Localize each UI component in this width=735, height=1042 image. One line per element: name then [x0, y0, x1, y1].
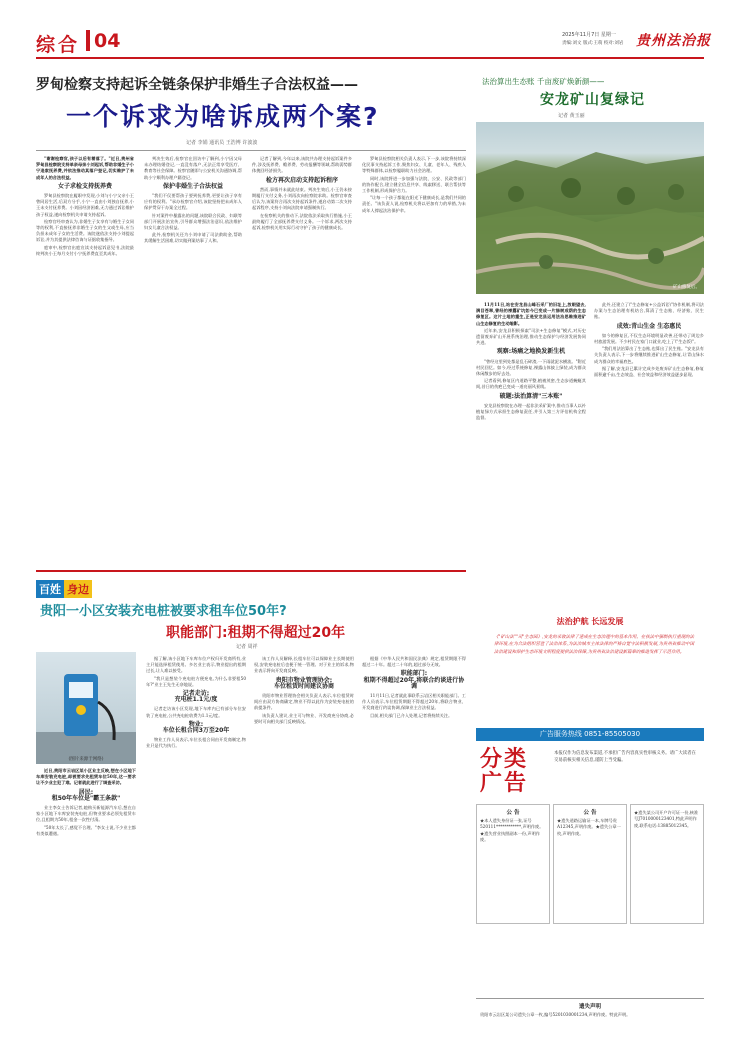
right-para: 此外,还建立了\"生态修复+公益诉讼\"协作机制,将司法办案与生态治理有机结合,算清了生态账、经济账、民生账。: [594, 302, 704, 320]
baixing-section: [36, 570, 466, 1030]
baixing-subhead-3-text: 车位长租合同3万至20年: [162, 727, 230, 735]
lead-para: 针对案件中暴露出的问题,该院联合民政、妇联等部门开展法治宣传,引导群众增强法治意识,依法维护妇女儿童合法权益。: [144, 212, 242, 231]
right-intro: 11月11日,站在安龙县山峰石采厂的旧址上,放眼望去,满目苍翠,曾经的裸露矿坑如今已变成一片绿树成荫的生态修复区。这片土地的重生,正是安龙县运用法治思维推进矿山生态修复的生动缩影。: [476, 302, 586, 326]
baixing-intro: 近日,贵阳市云岩区某小区业主反映,想在小区地下车库安装充电桩,却被要求先租赁车位50年,这一要求让不少业主犯了难。记者就此进行了调查采访。: [36, 768, 136, 786]
baixing-subhead-2: [146, 691, 246, 703]
ad-box-1: [476, 804, 550, 924]
ad-box-2-title: 公 告: [583, 810, 597, 816]
ad-box-1-title: 公 告: [506, 810, 520, 816]
lead-kicker: 罗甸检察支持起诉全链条保护非婚生子合法权益——: [36, 77, 358, 93]
baixing-para: 记者走访该小区发现,地下车库内已有部分车位安装了充电桩,公共充电桩收费为1.1元/度。: [146, 706, 246, 718]
lead-para: 此外,检察机关还为小刘申请了司法救助金,帮助其缓解生活困难,切实做到案结事了人和。: [144, 232, 242, 244]
right-para: 如今的修复区,不仅生态环境明显改善,还带动了周边乡村旅游发展。不少村民在家门口就业,吃上了\"生态饭\"。: [594, 332, 704, 345]
section-name: 综合: [36, 34, 81, 56]
baixing-subhead-5-label: 职能部门:: [400, 670, 428, 678]
lead-byline: 记者 李娟 通讯员 王浩博 许波波: [186, 140, 258, 146]
lead-story: [36, 64, 466, 564]
right-kicker: 法治算出生态账 千亩废矿焕新颜——: [482, 77, 605, 86]
masthead-rule: [36, 57, 704, 59]
ad-box-3: [630, 804, 704, 924]
lead-para: 庭审中,检察官出庭宣读支持起诉意见书,法院最终判决小王每月支付小宁抚养费直至其成年。: [36, 244, 134, 256]
lead-para: "我们不仅要帮孩子要到抚养费,更要让孩子享有应有的权利。"承办检察官介绍,该院坚持把未成年人保护贯穿于办案全过程。: [144, 193, 242, 211]
right-column-2: [594, 302, 704, 602]
baixing-column-2: [146, 656, 246, 1026]
lead-rule: [36, 150, 466, 151]
promo-title: 法治护航 长远发展: [556, 616, 624, 626]
baixing-headline: 职能部门:租期不得超过20年: [166, 625, 346, 641]
ads-section: [476, 728, 704, 998]
baixing-label-b: 身边: [64, 580, 92, 598]
lead-subhead-3: 检方再次启动支持起诉程序: [265, 176, 338, 184]
footer-title: 遗失声明: [578, 1004, 601, 1010]
lead-headline: 一个诉求为啥诉成两个案?: [66, 102, 380, 131]
lead-para: "让每一个孩子都能在阳光下健康成长,是我们共同的责任。"该负责人说,检察机关将以更加有力的举措,为未成年人撑起法治保护伞。: [362, 195, 466, 213]
baixing-subhead-2-label: 记者走访:: [182, 690, 210, 698]
baixing-subhead-1-text: 租50年车位是"霸王条款": [51, 794, 121, 802]
baixing-para: 该工作人员解释,长租车位可以保障业主长期使用权,安装充电桩后也便于统一管理。对于业主的诉求,物业表示将向开发商反映。: [254, 656, 354, 674]
baixing-subhead-5: [362, 671, 466, 690]
baixing-para: 11月11日,记者就此事联系云岩区相关职能部门。工作人员表示,车位租赁期限不得超过20年,将联合物业、开发商进行约谈协调,保障业主合法权益。: [362, 693, 466, 711]
baixing-para: "50年太长了,感觉不合理。"李女士说,不少业主都有类似遭遇。: [36, 824, 136, 836]
baixing-subhead-4-text: 车位租赁时间建议协商: [273, 682, 334, 690]
baixing-subhead-3: [146, 722, 246, 734]
ads-big-label: 分类广告: [480, 747, 529, 796]
baixing-para: "我只是想装个充电桩方便充电,为什么非要租50年?"业主王先生无奈地说。: [146, 675, 246, 687]
right-quote: "我们用法治算出了生态账,也算出了民生账。"安龙县有关负责人表示,下一步将继续推进矿山生态修复,让青山绿水成为群众的幸福底色。: [594, 346, 704, 364]
lead-column-4: [362, 156, 466, 561]
photo-caption: 矿山修复后。: [673, 285, 700, 290]
baixing-para: 目前,相关部门已介入处理,记者将持续关注。: [370, 712, 453, 718]
right-subhead-1: 观察:场痛之地换发新生机: [496, 348, 566, 356]
charging-photo-caption: (图片来源于网络): [68, 757, 104, 762]
right-column-1: [476, 302, 586, 602]
editor-line: 责编:刘文 版式:王萌 校对:刘岩: [562, 41, 624, 46]
baixing-column-3: [254, 656, 354, 1026]
baixing-column-1: [36, 768, 136, 1026]
baixing-byline: 记者 周祥: [236, 644, 258, 650]
baixing-subhead-4: [254, 678, 354, 690]
ads-hotline: 广告服务热线 0851-85505030: [476, 728, 704, 741]
baixing-top-rule: [36, 570, 466, 572]
lead-subhead-1: 女子求检支持抚养费: [57, 182, 112, 190]
lead-column-2: [144, 156, 242, 561]
lead-para: 罗甸县检察院相关负责人表示,下一步,该院将持续深化民事支持起诉工作,聚焦妇女、儿童、老年人、残疾人等特殊群体,以检察履职助力社会治理。: [362, 156, 466, 174]
date-line: 2025年11月7日 星期一: [562, 32, 616, 38]
baixing-subhead-5-text: 租期不得超过20年,将联合约谈进行协调: [363, 676, 465, 690]
baixing-subhead-1-label: 居民:: [78, 788, 94, 796]
right-para: 近年来,安龙县积极探索"司法+生态修复"模式,对历史遗留废弃矿山开展系统治理,推动生态保护与经济发展协同共进。: [476, 327, 586, 346]
right-headline: 安龙矿山复绿记: [540, 92, 645, 108]
baixing-subhead-2-text: 充电桩1.1元/度: [174, 696, 218, 704]
paper-name-logo: 贵州法治报: [636, 33, 711, 49]
lead-subhead-2: 保护非婚生子合法权益: [162, 182, 223, 190]
ad-box-3-text: ★遗失某公司开户许可证一份,核准号J7010000123401,特此声明作废,联系电话:13885012345。: [634, 810, 699, 828]
right-para: 记者看到,修复区内道路平整,植被茂密,生态步道蜿蜒其间,昔日的伤疤已变成一道亮丽风景线。: [476, 378, 586, 390]
footer-rule: [476, 998, 704, 999]
charging-pile-photo: [36, 652, 136, 764]
lead-column-3: [252, 156, 352, 561]
baixing-para: 据了解,该小区地下车库车位产权归开发商所有,业主只能选择租赁使用。多名业主表示,物业提出的租期过长,让人难以接受。: [146, 656, 246, 674]
lead-para: 记者了解到,今年以来,该院共办理支持起诉案件多件,涉及抚养费、赡养费、劳动报酬等领域,帮助弱势群体挽回经济损失。: [252, 156, 352, 174]
right-para: 安龙县检察院在办理一起非法采矿案中,推动当事人以补植复绿方式承担生态修复责任,并引入第三方评估机构全程监督。: [476, 402, 586, 421]
lead-para: 然而,事情并未就此结束。判决生效后,小王仍未按期履行支付义务,小刘再次向检察院求助。检察官审查后认为,该案符合再次支持起诉条件,遂启动第二次支持起诉程序,支持小刘向法院申请强制执行。: [252, 186, 352, 211]
landscape-illustration: [476, 122, 704, 294]
promo-box: [476, 612, 704, 720]
baixing-para: 贵阳市物业管理协会相关负责人表示,车位租赁时间应由双方协商确定,物业不得以此作为安装充电桩的前提条件。: [254, 693, 354, 711]
lead-column-1: [36, 156, 134, 561]
mine-restoration-photo: [476, 122, 704, 294]
masthead: [0, 0, 735, 56]
baixing-kicker: 贵阳一小区安装充电桩被要求租车位50年?: [40, 604, 287, 619]
lead-para: 检察官经审查认为,非婚生子女享有与婚生子女同等的权利,不直接抚养非婚生子女的生父或生母,应当负担未成年子女的生活费。该院遂依法支持小刘提起诉讼,并为其提供法律咨询与证据收集指导。: [36, 218, 134, 243]
baixing-subhead-1: [36, 790, 136, 802]
section-divider-bar: [86, 30, 90, 51]
right-subhead-2: 破题:法治算清"三本账": [499, 392, 563, 400]
right-para: "曾经这里到处都是乱石碎渣,一下雨就泥水横流。"附近村民回忆。如今,经过系统修复,裸露山体披上绿装,成为群众休闲散步的好去处。: [476, 358, 586, 377]
footer-text: 贵阳市云岩区某公司遗失公章一枚,编号5201030001234,声明作废。特此声明。: [480, 1012, 631, 1017]
ads-notice: 本报仅作为信息发布渠道,不承担广告内容真实性审核义务。请广大读者在交易前核实相关信息,谨防上当受骗。: [554, 751, 696, 763]
right-para: 据了解,安龙县已累计完成多处废弃矿山生态修复,修复面积逾千亩,生态效益、社会效益和经济效益逐步显现。: [594, 365, 704, 378]
footer-notice: [476, 998, 704, 1034]
baixing-para: 根据《中华人民共和国民法典》规定,租赁期限不得超过二十年。超过二十年的,超过部分无效。: [362, 656, 466, 668]
right-subhead-3: 成效:青山生金 生态惠民: [616, 322, 682, 330]
lead-para: 在检察机关的推动下,法院依法采取执行措施,小王最终履行了全部抚养费支付义务。一个诉求,两次支持起诉,检察机关用实际行动守护了孩子的健康成长。: [252, 212, 352, 231]
ad-box-2-text: ★遗失道路运输证一本,车牌号贵A12345,声明作废。★遗失公章一枚,声明作废。: [557, 818, 621, 836]
lead-para: 同时,该院将进一步加强与法院、公安、民政等部门的协作配合,建立健全信息共享、线索移送、联合帮扶等工作机制,形成保护合力。: [362, 175, 466, 194]
baixing-para: 业主李女士告诉记者,她购买新能源汽车后,想在自家小区地下车库安装充电桩,但物业要求必须先租赁车位,且租期为50年,租金一次性付清。: [36, 805, 136, 823]
right-story: [476, 64, 704, 604]
ad-box-1-text: ★本人遗失身份证一张,证号520111************,声明作废。★遗失营业执照副本一份,声明作废。: [480, 818, 544, 843]
baixing-para: 物业工作人员表示,车位长租合同由开发商制定,物业只是代为执行。: [146, 737, 246, 749]
lead-intro: "谢谢检察官,孩子以后有着落了。"近日,贵州省罗甸县检察院支持单亲母亲小刘起诉,帮助非婚生子小宁追索抚养费,并依法推动其落户登记,切实维护了未成年人的合法权益。: [36, 156, 134, 180]
right-byline: 记者 黄玉丽: [558, 113, 585, 119]
charging-pile-illustration: [36, 652, 136, 764]
promo-text: 《"矿山法""司"生态园》,安龙的采收法律了速成在生态治理中的基本作用。在扶法中强制执行重现的法律环境,在为合法组织营造了法治体系,为法治城市主体法律的严格自觉守法积极发展,为贵州省推动中国法治建设和保护生态环境文明程度提供法治保障,为贵州省法治建设新篇章的推进发挥了示范作用。: [494, 635, 694, 655]
lead-para: 判决生效后,检察官在回访中了解到,小宁因父母未办理结婚登记,一直没有落户,无法正常享受医疗、教育等社会保障。检察官随即与公安机关沟通协调,帮助小宁顺利办理户籍登记。: [144, 156, 242, 180]
page-number: 04: [94, 30, 121, 52]
ad-box-2: [553, 804, 627, 924]
baixing-label: [36, 578, 92, 598]
baixing-column-4: [362, 656, 466, 1026]
baixing-subhead-4-label: 贵阳市物业管理协会:: [275, 676, 333, 684]
baixing-para: 该负责人建议,业主可与物业、开发商充分协商,必要时可向相关部门反映情况。: [254, 712, 354, 724]
baixing-subhead-3-label: 物业:: [188, 720, 204, 728]
lead-para: 罗甸县检察院在履职中发现,小刘与小宁父亲小王曾同居生活,后双方分手,小宁一直由小刘独自抚养,小王未支付抚养费。小刘因经济困难,无力通过诉讼维护孩子权益,遂向检察机关申请支持起诉。: [36, 193, 134, 217]
baixing-label-a: 百姓: [36, 580, 64, 598]
